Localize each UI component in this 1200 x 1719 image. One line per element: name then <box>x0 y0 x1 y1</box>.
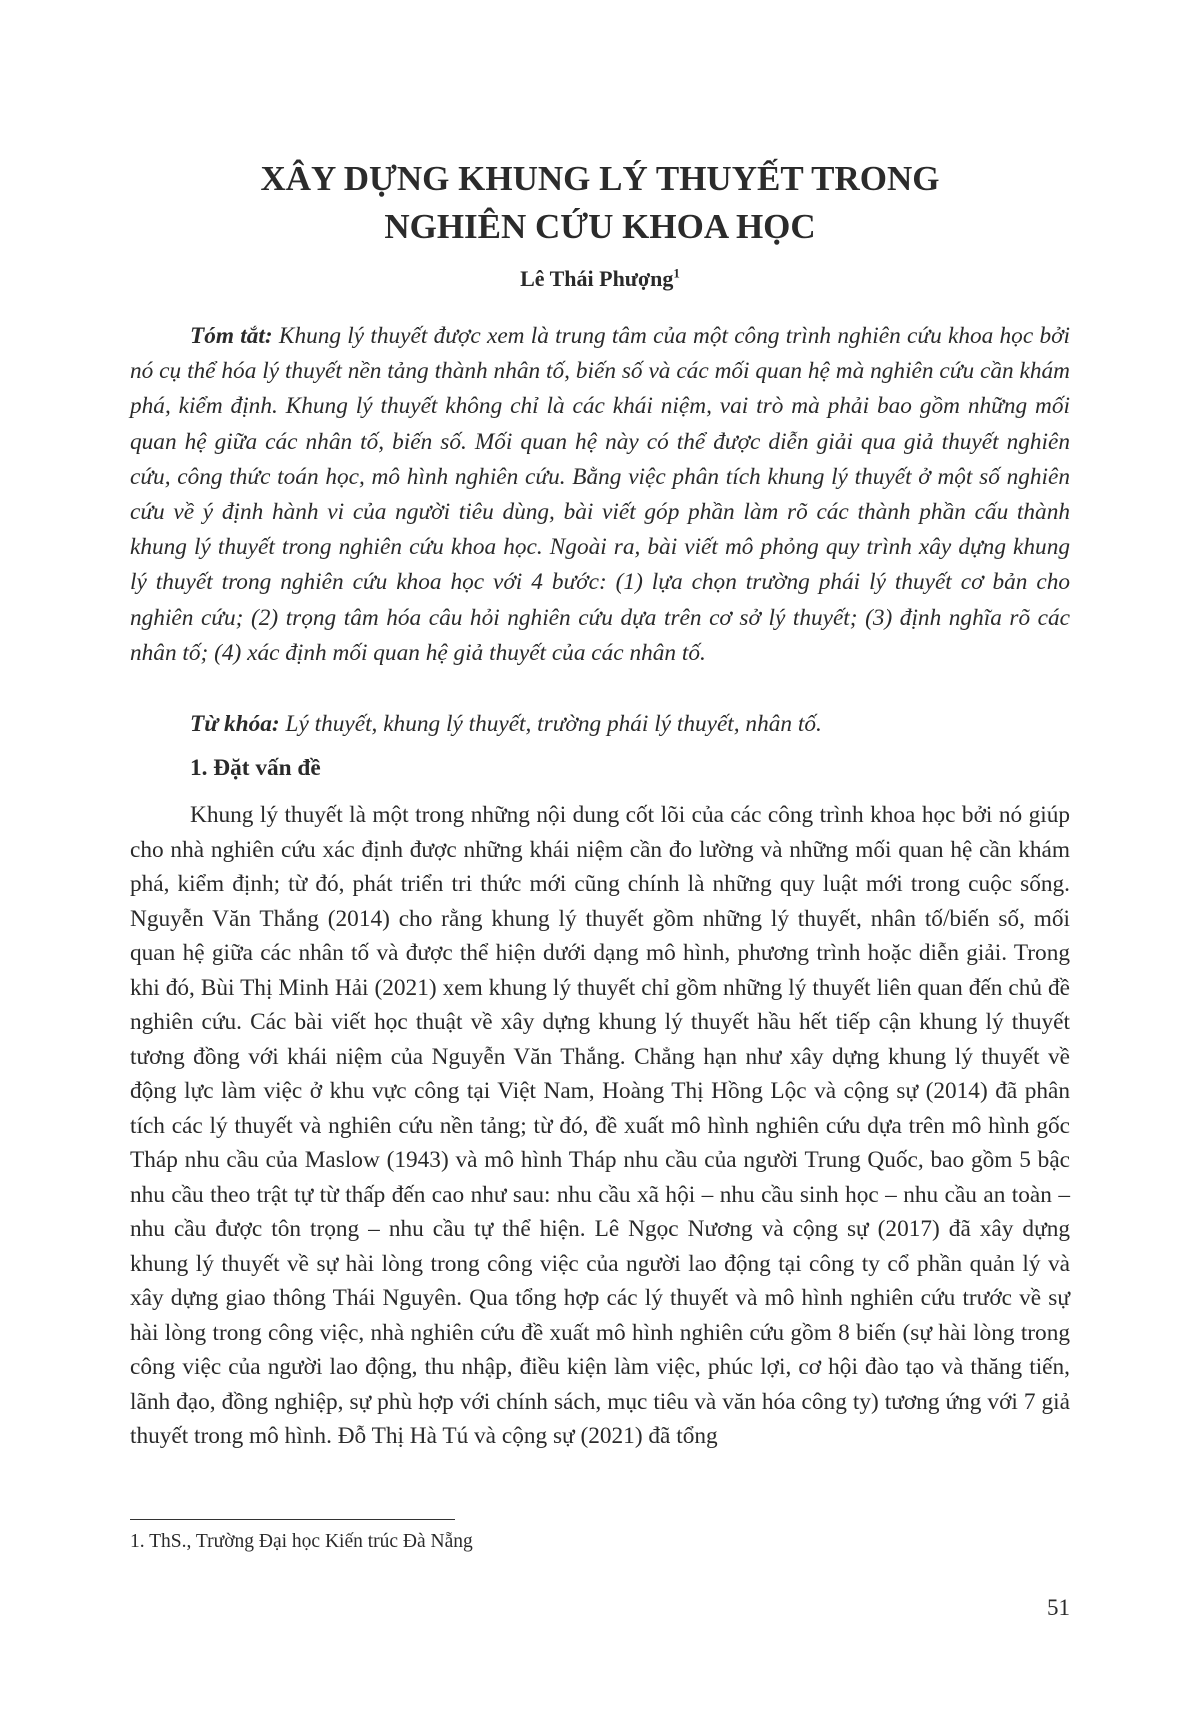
keywords-text: Lý thuyết, khung lý thuyết, trường phái lý thuyết, nhân tố. <box>285 711 822 737</box>
section-paragraph: Khung lý thuyết là một trong những nội dung cốt lõi của các công trình khoa học bởi nó giúp cho nhà nghiên cứu xác định được những khái niệm cần đo lường và những mối quan hệ cần khám phá, kiểm định; từ đó, phát triển tri thức mới cũng chính là những quy luật mới trong cuộc sống. Nguyễn Văn Thắng (2014) cho rằng khung lý thuyết gồm những lý thuyết, nhân tố/biến số, mối quan hệ giữa các nhân tố và được thể hiện dưới dạng mô hình, phương trình hoặc diễn giải. Trong khi đó, Bùi Thị Minh Hải (2021) xem khung lý thuyết chỉ gồm những lý thuyết liên quan đến chủ đề nghiên cứu. Các bài viết học thuật về xây dựng khung lý thuyết hầu hết tiếp cận khung lý thuyết tương đồng với khái niệm của Nguyễn Văn Thắng. Chẳng hạn như xây dựng khung lý thuyết về động lực làm việc ở khu vực công tại Việt Nam, Hoàng Thị Hồng Lộc và cộng sự (2014) đã phân tích các lý thuyết và nghiên cứu nền tảng; từ đó, đề xuất mô hình nghiên cứu dựa trên mô hình gốc Tháp nhu cầu của Maslow (1943) và mô hình Tháp nhu cầu của người Trung Quốc, bao gồm 5 bậc nhu cầu theo trật tự từ thấp đến cao như sau: nhu cầu xã hội – nhu cầu sinh học – nhu cầu an toàn – nhu cầu được tôn trọng – nhu cầu tự thể hiện. Lê Ngọc Nương và cộng sự (2017) đã xây dựng khung lý thuyết về sự hài lòng trong công việc của người lao động tại công ty cổ phần quản lý và xây dựng giao thông Thái Nguyên. Qua tổng hợp các lý thuyết và mô hình nghiên cứu trước về sự hài lòng trong công việc, nhà nghiên cứu đề xuất mô hình nghiên cứu gồm 8 biến (sự hài lòng trong công việc của người lao động, thu nhập, điều kiện làm việc, phúc lợi, cơ hội đào tạo và thăng tiến, lãnh đạo, đồng nghiệp, sự phù hợp với chính sách, mục tiêu và văn hóa công ty) tương ứng với 7 giả thuyết trong mô hình. Đỗ Thị Hà Tú và cộng sự (2021) đã tổng <box>130 802 1070 1449</box>
footnote: 1. ThS., Trường Đại học Kiến trúc Đà Nẵng <box>130 1531 473 1552</box>
author-line <box>130 265 1070 293</box>
footnote-divider <box>130 1519 455 1520</box>
keywords-paragraph <box>130 707 1070 741</box>
section-body <box>130 798 1070 1454</box>
abstract <box>130 319 1070 671</box>
paper-title <box>130 155 1070 251</box>
paper-title-line-2: NGHIÊN CỨU KHOA HỌC <box>384 207 816 246</box>
keywords <box>130 707 1070 741</box>
page-number: 51 <box>1047 1595 1070 1620</box>
paper-title-line-1: XÂY DỰNG KHUNG LÝ THUYẾT TRONG <box>260 159 940 198</box>
abstract-text: Khung lý thuyết được xem là trung tâm của một công trình nghiên cứu khoa học bởi nó cụ thể hóa lý thuyết nền tảng thành nhân tố, biến số và các mối quan hệ mà nghiên cứu cần khám phá, kiểm định. Khung lý thuyết không chỉ là các khái niệm, vai trò mà phải bao gồm những mối quan hệ giữa các nhân tố, biến số. Mối quan hệ này có thể được diễn giải qua giả thuyết nghiên cứu, công thức toán học, mô hình nghiên cứu. Bằng việc phân tích khung lý thuyết ở một số nghiên cứu về ý định hành vi của người tiêu dùng, bài viết góp phần làm rõ các thành phần cấu thành khung lý thuyết trong nghiên cứu khoa học. Ngoài ra, bài viết mô phỏng quy trình xây dựng khung lý thuyết trong nghiên cứu khoa học với 4 bước: (1) lựa chọn trường phái lý thuyết cơ bản cho nghiên cứu; (2) trọng tâm hóa câu hỏi nghiên cứu dựa trên cơ sở lý thuyết; (3) định nghĩa rõ các nhân tố; (4) xác định mối quan hệ giả thuyết của các nhân tố. <box>130 323 1070 666</box>
author-footnote-mark[interactable]: 1 <box>673 265 680 281</box>
author-name: Lê Thái Phượng <box>520 266 674 291</box>
abstract-label: Tóm tắt: <box>190 323 273 349</box>
abstract-paragraph <box>130 319 1070 671</box>
keywords-label: Từ khóa: <box>190 711 280 737</box>
section-heading: 1. Đặt vấn đề <box>190 755 321 781</box>
